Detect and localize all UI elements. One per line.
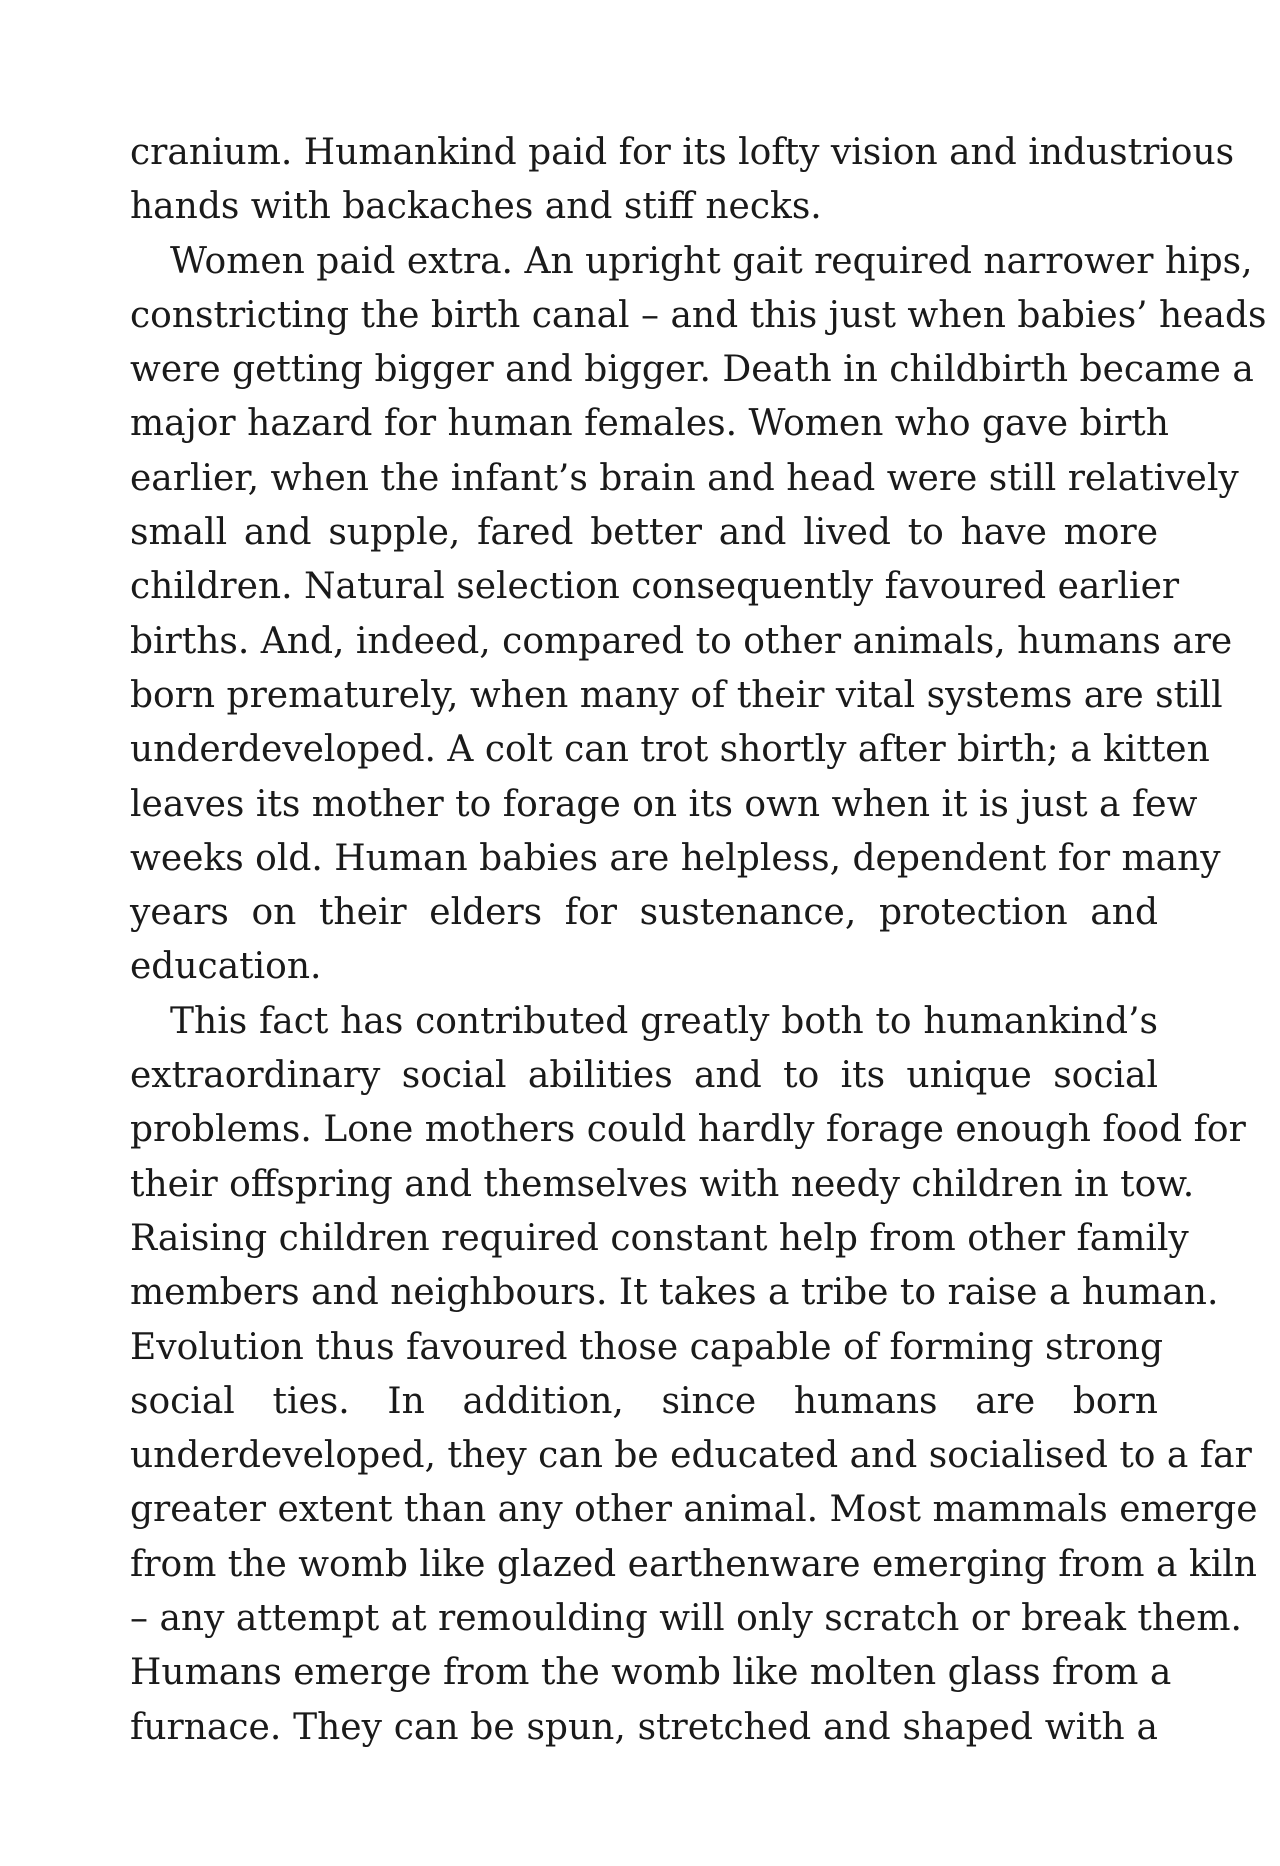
text-line: underdeveloped. A colt can trot shortly after birth; a kitten xyxy=(130,729,1210,771)
text-line: Evolution thus favoured those capable of forming strong xyxy=(130,1326,1164,1368)
text-line: years on their elders for sustenance, protection and xyxy=(130,892,1158,934)
text-line: education. xyxy=(130,946,322,988)
text-line: were getting bigger and bigger. Death in childbirth became a xyxy=(130,349,1254,391)
paragraph xyxy=(130,235,1267,995)
paragraph xyxy=(130,995,1258,1755)
paragraph xyxy=(130,126,1235,235)
text-line: cranium. Humankind paid for its lofty vision and industrious xyxy=(130,132,1235,173)
text-line: major hazard for human females. Women who gave birth xyxy=(130,403,1169,445)
text-line: – any attempt at remoulding will only scratch or break them. xyxy=(130,1598,1242,1640)
text-line: extraordinary social abilities and to its unique social xyxy=(130,1055,1158,1097)
text-line: births. And, indeed, compared to other animals, humans are xyxy=(130,620,1233,662)
text-line: their offspring and themselves with needy children in tow. xyxy=(130,1163,1195,1205)
text-line: members and neighbours. It takes a tribe to raise a human. xyxy=(130,1272,1219,1314)
text-line: Raising children required constant help from other family xyxy=(130,1217,1189,1259)
text-line: hands with backaches and stiff necks. xyxy=(130,186,822,228)
text-line: underdeveloped, they can be educated and socialised to a far xyxy=(130,1435,1252,1477)
text-line: This fact has contributed greatly both to humankind’s xyxy=(170,1000,1158,1042)
text-line: born prematurely, when many of their vital systems are still xyxy=(130,674,1223,716)
text-line: greater extent than any other animal. Most mammals emerge xyxy=(130,1489,1258,1531)
text-line: small and supple, fared better and lived to have more xyxy=(130,512,1158,554)
text-line: Humans emerge from the womb like molten glass from a xyxy=(130,1652,1172,1694)
text-line: social ties. In addition, since humans are born xyxy=(130,1380,1158,1422)
text-line: furnace. They can be spun, stretched and shaped with a xyxy=(130,1706,1158,1748)
text-line: children. Natural selection consequently favoured earlier xyxy=(130,566,1180,608)
page-body xyxy=(130,126,1267,1755)
text-line: leaves its mother to forage on its own when it is just a few xyxy=(130,783,1198,825)
text-line: weeks old. Human babies are helpless, dependent for many xyxy=(130,837,1221,879)
text-line: earlier, when the infant’s brain and head were still relatively xyxy=(130,457,1239,499)
text-line: problems. Lone mothers could hardly forage enough food for xyxy=(130,1109,1246,1151)
text-line: from the womb like glazed earthenware emerging from a kiln xyxy=(130,1543,1257,1585)
text-line: Women paid extra. An upright gait required narrower hips, xyxy=(170,240,1253,282)
text-line: constricting the birth canal – and this just when babies’ heads xyxy=(130,294,1267,336)
